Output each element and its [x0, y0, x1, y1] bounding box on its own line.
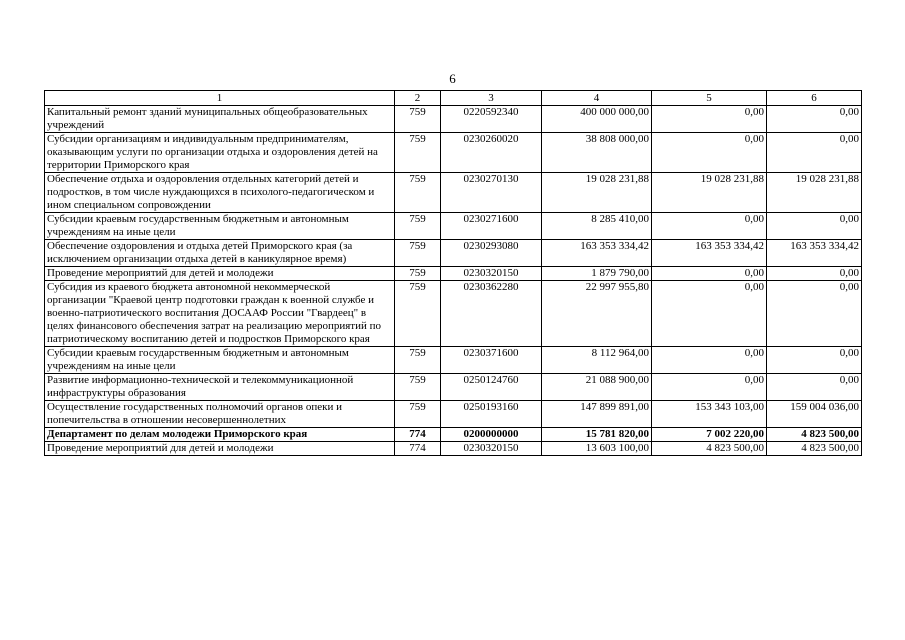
- row-amount-col6-cell: 0,00: [767, 347, 862, 374]
- row-amount-col6-cell: 4 823 500,00: [767, 428, 862, 442]
- row-amount-col5-cell: 0,00: [652, 267, 767, 281]
- row-name-cell: Субсидия из краевого бюджета автономной некоммерческой организации "Краевой центр подготовки граждан к военной службе и военно-патриотического воспитания ДОСААФ России "Гвардеец" в целях финансового обеспечения затрат на реализацию мероприятий по патриотическому воспитанию детей и подростков Приморского края: [45, 281, 395, 347]
- row-name-cell: Развитие информационно-технической и телекоммуникационной инфраструктуры образования: [45, 374, 395, 401]
- row-amount-col4-cell: 400 000 000,00: [542, 106, 652, 133]
- row-amount-col6-cell: 163 353 334,42: [767, 240, 862, 267]
- column-header: 5: [652, 91, 767, 106]
- row-department-code-cell: 759: [395, 281, 441, 347]
- row-name-cell: Обеспечение отдыха и оздоровления отдельных категорий детей и подростков, в том числе нуждающихся в психолого-педагогическом и ином специальном сопровождении: [45, 173, 395, 213]
- column-header: 1: [45, 91, 395, 106]
- table-row: [45, 267, 862, 281]
- table-row: [45, 442, 862, 456]
- row-name-cell: Субсидии краевым государственным бюджетным и автономным учреждениям на иные цели: [45, 347, 395, 374]
- budget-table: [44, 90, 862, 456]
- row-amount-col5-cell: 0,00: [652, 347, 767, 374]
- row-amount-col5-cell: 163 353 334,42: [652, 240, 767, 267]
- row-amount-col4-cell: 1 879 790,00: [542, 267, 652, 281]
- row-department-code-cell: 759: [395, 133, 441, 173]
- row-amount-col4-cell: 8 112 964,00: [542, 347, 652, 374]
- table-row: [45, 240, 862, 267]
- row-name-cell: Субсидии краевым государственным бюджетным и автономным учреждениям на иные цели: [45, 213, 395, 240]
- column-header: 4: [542, 91, 652, 106]
- row-department-code-cell: 759: [395, 374, 441, 401]
- row-amount-col4-cell: 22 997 955,80: [542, 281, 652, 347]
- row-target-article-cell: 0230320150: [441, 267, 542, 281]
- row-amount-col6-cell: 4 823 500,00: [767, 442, 862, 456]
- row-name-cell: Проведение мероприятий для детей и молодежи: [45, 267, 395, 281]
- table-row: [45, 347, 862, 374]
- row-amount-col4-cell: 38 808 000,00: [542, 133, 652, 173]
- table-body: [45, 106, 862, 456]
- table-row: [45, 428, 862, 442]
- row-department-code-cell: 759: [395, 267, 441, 281]
- row-name-cell: Департамент по делам молодежи Приморского края: [45, 428, 395, 442]
- row-amount-col6-cell: 0,00: [767, 281, 862, 347]
- row-target-article-cell: 0230320150: [441, 442, 542, 456]
- row-name-cell: Субсидии организациям и индивидуальным предпринимателям, оказывающим услуги по организации отдыха и оздоровления детей на территории Приморского края: [45, 133, 395, 173]
- row-target-article-cell: 0230270130: [441, 173, 542, 213]
- row-department-code-cell: 759: [395, 240, 441, 267]
- row-department-code-cell: 759: [395, 106, 441, 133]
- row-amount-col6-cell: 0,00: [767, 106, 862, 133]
- table-header-row: [45, 91, 862, 106]
- row-target-article-cell: 0230371600: [441, 347, 542, 374]
- row-amount-col6-cell: 0,00: [767, 133, 862, 173]
- row-name-cell: Капитальный ремонт зданий муниципальных общеобразовательных учреждений: [45, 106, 395, 133]
- row-amount-col6-cell: 0,00: [767, 374, 862, 401]
- row-amount-col5-cell: 0,00: [652, 106, 767, 133]
- row-target-article-cell: 0200000000: [441, 428, 542, 442]
- row-amount-col5-cell: 153 343 103,00: [652, 401, 767, 428]
- row-amount-col5-cell: 0,00: [652, 133, 767, 173]
- row-name-cell: Обеспечение оздоровления и отдыха детей Приморского края (за исключением организации отдыха детей в каникулярное время): [45, 240, 395, 267]
- row-amount-col4-cell: 163 353 334,42: [542, 240, 652, 267]
- row-name-cell: Проведение мероприятий для детей и молодежи: [45, 442, 395, 456]
- row-name-cell: Осуществление государственных полномочий органов опеки и попечительства в отношении несовершеннолетних: [45, 401, 395, 428]
- row-target-article-cell: 0230293080: [441, 240, 542, 267]
- row-amount-col6-cell: 19 028 231,88: [767, 173, 862, 213]
- row-amount-col5-cell: 7 002 220,00: [652, 428, 767, 442]
- row-amount-col5-cell: 4 823 500,00: [652, 442, 767, 456]
- row-department-code-cell: 774: [395, 428, 441, 442]
- row-amount-col6-cell: 159 004 036,00: [767, 401, 862, 428]
- row-target-article-cell: 0220592340: [441, 106, 542, 133]
- row-amount-col4-cell: 147 899 891,00: [542, 401, 652, 428]
- table-row: [45, 281, 862, 347]
- row-target-article-cell: 0230271600: [441, 213, 542, 240]
- row-amount-col4-cell: 19 028 231,88: [542, 173, 652, 213]
- row-department-code-cell: 759: [395, 173, 441, 213]
- row-amount-col4-cell: 21 088 900,00: [542, 374, 652, 401]
- table-row: [45, 401, 862, 428]
- row-target-article-cell: 0250124760: [441, 374, 542, 401]
- row-amount-col5-cell: 19 028 231,88: [652, 173, 767, 213]
- row-target-article-cell: 0250193160: [441, 401, 542, 428]
- row-department-code-cell: 759: [395, 213, 441, 240]
- table-row: [45, 173, 862, 213]
- row-amount-col4-cell: 15 781 820,00: [542, 428, 652, 442]
- row-amount-col4-cell: 13 603 100,00: [542, 442, 652, 456]
- table-row: [45, 374, 862, 401]
- table-row: [45, 106, 862, 133]
- row-amount-col5-cell: 0,00: [652, 374, 767, 401]
- row-target-article-cell: 0230362280: [441, 281, 542, 347]
- column-header: 6: [767, 91, 862, 106]
- row-department-code-cell: 759: [395, 347, 441, 374]
- row-department-code-cell: 759: [395, 401, 441, 428]
- row-amount-col5-cell: 0,00: [652, 281, 767, 347]
- row-amount-col5-cell: 0,00: [652, 213, 767, 240]
- row-department-code-cell: 774: [395, 442, 441, 456]
- page-number: 6: [449, 71, 456, 86]
- column-header: 3: [441, 91, 542, 106]
- row-target-article-cell: 0230260020: [441, 133, 542, 173]
- row-amount-col6-cell: 0,00: [767, 267, 862, 281]
- row-amount-col4-cell: 8 285 410,00: [542, 213, 652, 240]
- column-header: 2: [395, 91, 441, 106]
- table-row: [45, 213, 862, 240]
- row-amount-col6-cell: 0,00: [767, 213, 862, 240]
- table-row: [45, 133, 862, 173]
